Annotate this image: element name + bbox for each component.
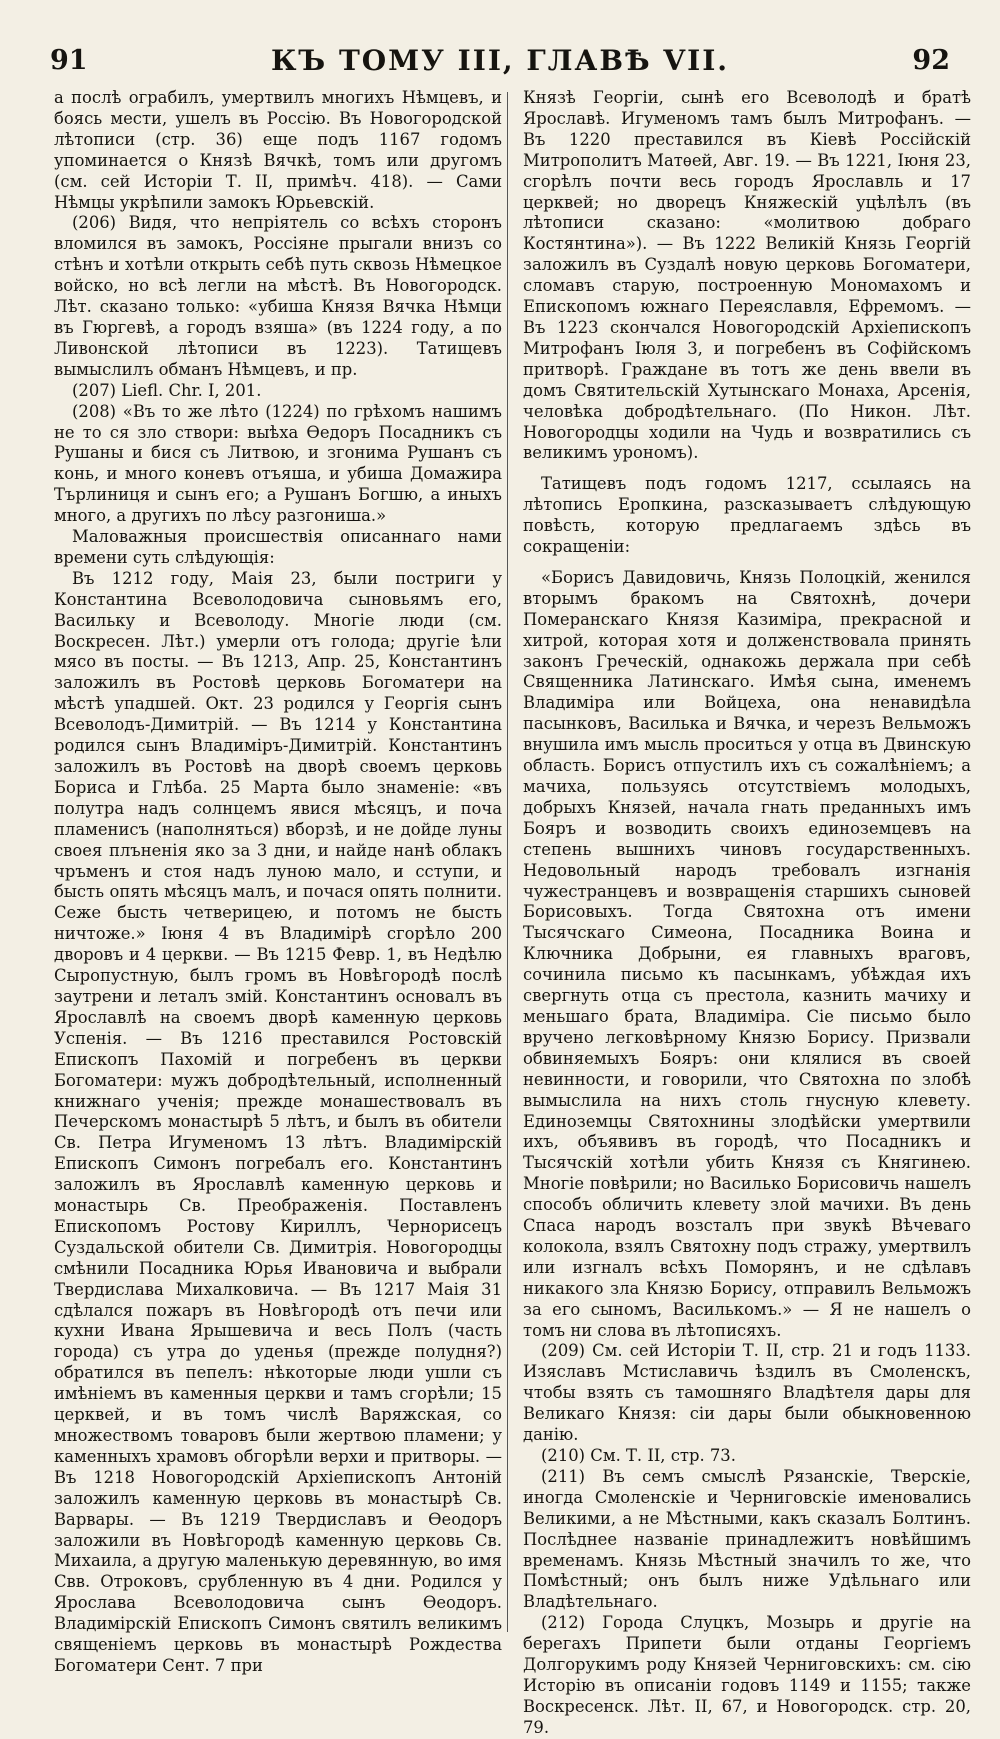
note-211: (211) Въ семъ смыслѣ Рязанскіе, Тверскіе, иногда Смоленскіе и Черниговскіе именовались Великими, а не Мѣстными, какъ сказалъ Болтинъ. Послѣднее названіе принадлежитъ новѣйшимъ временамъ. Князь Мѣстный значилъ то же, что Помѣстный; онъ былъ ниже Удѣльнаго или Владѣтельнаго. — [523, 1466, 971, 1612]
paragraph: Татищевъ подъ годомъ 1217, ссылаясь на лѣтопись Еропкина, разсказываетъ слѣдующую повѣсть, которую предлагаемъ здѣсь въ сокращеніи: — [523, 474, 971, 557]
paragraph: а послѣ ограбилъ, умертвилъ многихъ Нѣмцевъ, и боясь мести, ушелъ въ Россію. Въ Новогородской лѣтописи (стр. 36) еще подъ 1167 годомъ упоминается о Князѣ Вячкѣ, томъ или другомъ (см. сей Исторіи Т. II, примѣч. 418). — Сами Нѣмцы укрѣпили замокъ Юрьевскій. — [54, 88, 502, 212]
paragraph: Въ 1212 году, Маія 23, были постриги у Константина Всеволодовича сыновьямъ его, Васильку и Всеволоду. Многіе люди (см. Воскресен. Лѣт.) умерли отъ голода; другіе ѣли мясо въ посты. — Въ 1213, Апр. 25, Константинъ заложилъ въ Ростовѣ церковь Богоматери на мѣстѣ упадшей. Окт. 23 родился у Георгія сынъ Всеволодъ-Димитрій. — Въ 1214 у Константина родился сынъ Владиміръ-Димитрій. Константинъ заложилъ въ Ростовѣ на дворѣ своемъ церковь Бориса и Глѣба. 25 Марта было знаменіе: «въ полутра надъ солнцемъ явися мѣсяцъ, и поча пламенисъ (наполняться) вборзѣ, и не дойде луны своея плъненія яко за 3 дни, и найде нанѣ облакъ чръменъ и стоя надъ луною мало, и сступи, и бысть опять мѣсяцъ малъ, и почася опять полнити. Сеже бысть четверицею, и потомъ не бысть ничтоже.» Іюня 4 въ Владимірѣ сгорѣло 200 дворовъ и 4 церкви. — Въ 1215 Февр. 1, въ Недѣлю Сыропустную, былъ громъ въ Новѣгородѣ послѣ заутрени и леталъ змій. Константинъ основалъ въ Ярославлѣ на своемъ дворѣ каменную церковь Успенія. — Въ 1216 преставился Ростовскій Епископъ Пахомій и погребенъ въ церкви Богоматери: мужъ добродѣтельный, исполненный книжнаго ученія; прежде монашествовалъ въ Печерскомъ монастырѣ 5 лѣтъ, и былъ въ обители Св. Петра Игуменомъ 13 лѣтъ. Владимірскій Епископъ Симонъ погребалъ его. Константинъ заложилъ въ Ярославлѣ каменную церковь и монастырь Св. Преображенія. Поставленъ Епископомъ Ростову Кириллъ, Чернорисецъ Суздальской обители Св. Димитрія. Новогородцы смѣнили Посадника Юрья Ивановича и выбрали Твердислава Михалковича. — Въ 1217 Маія 31 сдѣлался пожаръ въ Новѣгородѣ отъ печи или кухни Ивана Ярышевича и весь Полъ (часть города) съ утра до уденья (прежде полудня?) обратился въ пепелъ: нѣкоторые люди ушли съ имѣніемъ въ каменныя церкви и тамъ сгорѣли; 15 церквей, и въ томъ числѣ Варяжская, со множествомъ товаровъ были жертвою пламени; у каменныхъ храмовъ обгорѣли верхи и притворы. — Въ 1218 Новогородскій Архіепископъ Антоній заложилъ каменную церковь въ монастырѣ Св. Варвары. — Въ 1219 Твердиславъ и Ѳеодоръ заложили въ Новѣгородѣ каменную церковь Св. Михаила, а другую маленькую деревянную, во имя Свв. Отроковъ, срубленную въ 4 дни. Родился у Ярослава Всеволодовича сынъ Ѳеодоръ. Владимірскій Епископъ Симонъ святилъ великимъ священіемъ церковь въ монастырѣ Рождества Богоматери Сент. 7 при — [54, 568, 502, 1675]
paragraph: Князѣ Георгіи, сынѣ его Всеволодѣ и братѣ Ярославѣ. Игуменомъ тамъ былъ Митрофанъ. — Въ 1220 преставился въ Кіевѣ Россійскій Митрополитъ Матѳей, Авг. 19. — Въ 1221, Іюня 23, сгорѣлъ почти весь городъ Ярославль и 17 церквей; но дворецъ Княжескій уцѣлѣлъ (въ лѣтописи сказано: «молитвою добраго Костянтина»). — Въ 1222 Великій Князь Георгій заложилъ въ Суздалѣ новую церковь Богоматери, сломавъ старую, построенную Мономахомъ и Епископомъ южнаго Переяславля, Ефремомъ. — Въ 1223 скончался Новогородскій Архіепископъ Митрофанъ Іюля 3, и погребенъ въ Софійскомъ притворѣ. Граждане въ тотъ же день ввели въ домъ Святительскій Хутынскаго Монаха, Арсенія, человѣка добродѣтельнаго. (По Никон. Лѣт. Новогородцы ходили на Чудь и возвратились съ великимъ урономъ). — [523, 88, 971, 463]
left-column — [54, 88, 502, 1675]
running-title: КЪ ТОМУ III, ГЛАВѢ VII. — [270, 43, 730, 77]
note-206: (206) Видя, что непріятель со всѣхъ сторонъ вломился въ замокъ, Россіяне прыгали внизъ со стѣнъ и хотѣли открыть себѣ путь сквозь Нѣмецкое войско, но всѣ легли на мѣстѣ. Въ Новогородск. Лѣт. сказано только: «убиша Князя Вячка Нѣмци въ Гюргевѣ, а городъ взяша» (въ 1224 году, а по Ливонской лѣтописи въ 1223). Татищевъ вымыслилъ обманъ Нѣмцевъ, и пр. — [54, 213, 502, 379]
note-207: (207) Liefl. Chr. I, 201. — [72, 380, 262, 400]
note-209: (209) См. сей Исторіи Т. II, стр. 21 и годъ 1133. Изяславъ Мстиславичь ѣздилъ въ Смоленскъ, чтобы взять съ тамошняго Владѣтеля дары для Великаго Князя: сіи дары были обыкновенною данію. — [523, 1341, 971, 1445]
paragraph: Маловажныя происшествія описаннаго нами времени суть слѣдующія: — [54, 527, 502, 567]
right-column — [523, 88, 971, 1737]
page-number-left: 91 — [50, 44, 88, 76]
running-header — [50, 40, 950, 80]
note-210: (210) См. Т. II, стр. 73. — [541, 1446, 736, 1465]
page-number-right: 92 — [912, 44, 950, 76]
note-212: (212) Города Слуцкъ, Мозырь и другіе на берегахъ Припети были отданы Георгіемъ Долгорукимъ роду Князей Черниговскихъ: см. сію Исторію въ описаніи годовъ 1149 и 1155; также Воскресенск. Лѣт. II, 67, и Новогородск. стр. 20, 79. — [523, 1613, 971, 1737]
quoted-story: «Борисъ Давидовичь, Князь Полоцкій, женился вторымъ бракомъ на Святохнѣ, дочери Померанскаго Князя Казиміра, прекрасной и хитрой, которая хотя и долженствовала принять законъ Греческій, однакожь держала при себѣ Священника Латинскаго. Имѣя сына, именемъ Владиміра или Войцеха, она ненавидѣла пасынковъ, Василька и Вячка, и черезъ Вельможъ внушила имъ мысль проситься у отца въ Двинскую область. Борисъ отпустилъ ихъ съ сожалѣніемъ; а мачиха, пользуясь отсутствіемъ молодыхъ, добрыхъ Князей, начала гнать преданныхъ имъ Бояръ и возводить своихъ единоземцевъ на степень вышнихъ чиновъ государственныхъ. Недовольный народъ требовалъ изгнанія чужестранцевъ и возвращенія старшихъ сыновей Борисовыхъ. Тогда Святохна отъ имени Тысячскаго Симеона, Посадника Воина и Ключника Добрыни, ея главныхъ враговъ, сочинила письмо къ пасынкамъ, убѣждая ихъ свергнуть отца съ престола, казнить мачиху и меньшаго брата, Владиміра. Сіе письмо было вручено легковѣрному Князю Борису. Призвали обвиняемыхъ Бояръ: они клялися въ своей невинности, и говорили, что Святохна по злобѣ вымыслила на нихъ столь гнусную клевету. Единоземцы Святохнины злодѣйски умертвили ихъ, объявивъ въ городѣ, что Посадникъ и Тысячскій хотѣли убить Князя съ Княгинею. Многіе повѣрили; но Василько Борисовичь нашелъ способъ обличить клевету злой мачихи. Въ день Спаса народъ возсталъ при звукѣ Вѣчеваго колокола, взялъ Святохну подъ стражу, умертвилъ или изгналъ всѣхъ Поморянъ, и не сдѣлавъ никакого зла Князю Борису, отправилъ Вельможъ за его сыномъ, Василькомъ.» — Я не нашелъ о томъ ни слова въ лѣтописяхъ. — [523, 567, 971, 1340]
column-divider — [507, 92, 508, 1632]
note-208: (208) «Въ то же лѣто (1224) по грѣхомъ нашимъ не то ся зло створи: выѣха Ѳедоръ Посадникъ съ Рушаны и бися съ Литвою, и згонима Рушанъ съ конь, и много коневъ отъяша, и убиша Домажира Търлиниця и сынъ его; а Рушанъ Богшю, а иныхъ много, а другихъ по лѣсу разгониша.» — [54, 401, 502, 526]
